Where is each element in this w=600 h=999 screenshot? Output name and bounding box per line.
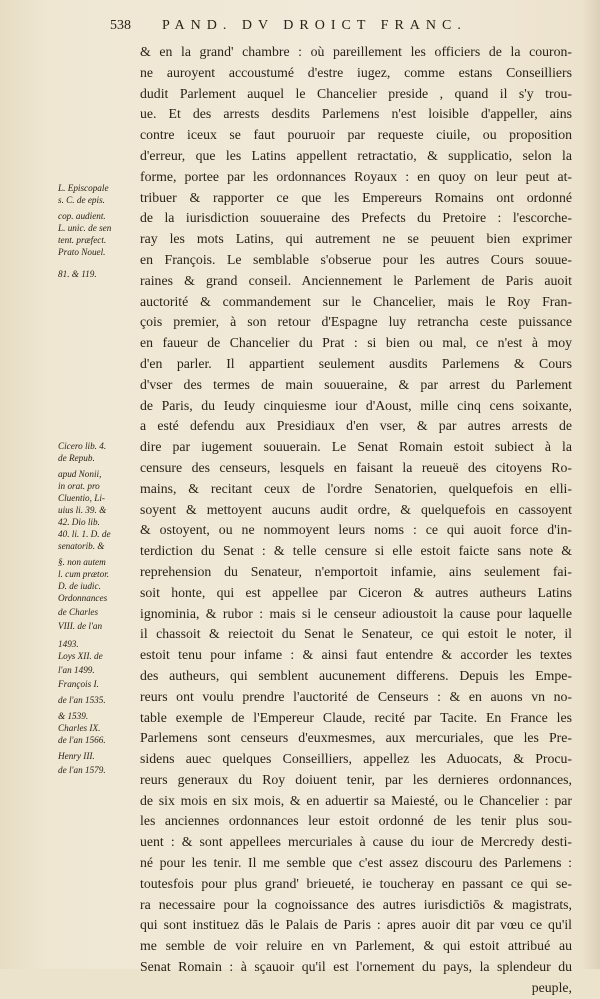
margin-note: in orat. pro (58, 481, 100, 491)
margin-note: tent. præfect. (58, 235, 107, 245)
text-line: & ostoyent, ou ne nommoyent leurs noms : ce qui auoit force d'in- (140, 522, 572, 538)
text-line: me semble de voir reluire en vn Parlement, & qui estoit attribué au (140, 938, 572, 954)
text-line: ra necessaire pour la cognoissance des autres iurisdictiōs & magistrats, (140, 896, 572, 912)
text-line: d'en parler. Il appartient seulement ausdits Parlemens & Cours (140, 355, 572, 371)
margin-note: Charles IX. (58, 723, 101, 733)
text-line: ue. Et des arrests desdits Parlemens n'est loisible d'appeller, ains (140, 106, 572, 122)
margin-note: VIII. de l'an (58, 621, 103, 631)
margin-note: senatorib. & (58, 541, 105, 551)
margin-note: l. cum prætor. (58, 569, 110, 579)
margin-note: L. Episcopale (58, 183, 109, 193)
text-line: Parlemens sont censeurs d'euxmesmes, aux mercuriales, que les Pre- (140, 730, 572, 746)
text-line: dudit Parlement auquel le Chancelier preside , quand il s'y trou- (140, 85, 572, 101)
text-line: ray les mots Latins, qui autrement ne se peuuent bien exprimer (140, 231, 572, 247)
text-line: de la iurisdiction souueraine des Prefects du Pretoire : l'escorche- (140, 210, 572, 226)
text-line: soyent & mettoyent aucuns audit ordre, & quelquefois en cassoyent (140, 501, 572, 517)
text-line: né pour les tenir. Il me semble que c'est assez discouru des Parlemens : (140, 855, 572, 871)
margin-note: François I. (58, 679, 99, 689)
text-line: estoit tenu pour infame : & ainsi faut entendre & accorder les textes (140, 647, 572, 663)
margin-note: apud Nonii, (58, 469, 102, 479)
text-line: dire par iugement souuerain. Le Senat Romain estoit subiect à la (140, 439, 572, 455)
running-title: PAND. DV DROICT FRANC. (162, 18, 467, 33)
text-line: de Paris, du Ieudy cinquiesme iour d'Aoust, mille cinq cens soixante, (140, 397, 572, 413)
margin-note: Cicero lib. 4. (58, 441, 107, 451)
text-line: censure des censeurs, lesquels en faisant la reueuë des citoyens Ro- (140, 459, 572, 475)
text-line: contre iceux se faut pouruoir par requeste ciuile, ou proposition (140, 127, 572, 143)
margin-note: de Charles (58, 607, 99, 617)
margin-note: Ordonnances (58, 593, 108, 603)
page-number: 538 (110, 18, 131, 33)
margin-note: & 1539. (58, 711, 89, 721)
text-line: auctorité & commandement sur le Chancelier, mais le Roy Fran- (140, 293, 572, 309)
text-line: qui sont instituez dās le Palais de Paris : apres auoir dit par vœu ce qu'il (140, 917, 572, 933)
text-line: de six mois en six mois, & en aduertir sa Maiesté, ou le Chancelier : par (140, 792, 572, 808)
text-line: peuple, (531, 979, 572, 995)
page-fold-shadow (582, 0, 600, 969)
margin-note: 81. & 119. (58, 269, 97, 279)
text-line: table exemple de l'Empereur Claude, recité par Tacite. En France les (140, 709, 572, 725)
text-line: mains, & recitant ceux de l'ordre Senatorien, quelquefois en elli- (140, 480, 572, 496)
margin-note: de Repub. (58, 453, 95, 463)
text-line: sidens auec quelques Conseilliers, appellez les Aduocats, & Procu- (140, 751, 572, 767)
margin-note: §. non autem (58, 557, 106, 567)
text-line: & en la grand' chambre : où pareillement les officiers de la couron- (140, 44, 572, 59)
text-line: d'vser des termes de main souueraine, & par arrest du Parlement (140, 376, 572, 392)
text-line: toutesfois pour plus grand' brieueté, ie toucheray en passant ce qui se- (140, 875, 572, 891)
margin-note: Henry III. (58, 751, 95, 761)
margin-note: de l'an 1535. (58, 695, 106, 705)
margin-note: Prato Nouel. (58, 247, 106, 257)
margin-note: l'an 1499. (58, 665, 95, 675)
text-line: ignominia, & rubor : mais si le censeur adioustoit la cause pour laquelle (140, 605, 572, 621)
body-text (140, 42, 572, 999)
text-line: reurs generaux du Roy doiuent tenir, par les dernieres ordonnances, (140, 771, 572, 787)
margin-note: cop. audient. (58, 211, 106, 221)
margin-note: 40. li. 1. D. de (58, 529, 111, 539)
margin-note: s. C. de epis. (58, 195, 105, 205)
text-line: en faueur de Chancelier du Prat : si bien ou mal, ce n'est à moy (140, 335, 572, 351)
text-line: uent : & sont appellees mercuriales à cause du iour de Mercredy desti- (140, 834, 572, 850)
margin-note: uius li. 39. & (58, 505, 107, 515)
margin-note: L. unic. de sen (58, 223, 112, 233)
margin-note: D. de iudic. (58, 581, 101, 591)
text-line: a esté defendu aux Presidiaux d'en vser, & par autres arrests de (140, 418, 572, 434)
text-line: tribuer & rapporter ce que les Empereurs Romains ont ordonné (140, 189, 572, 205)
text-line: soit honte, qui est appellee par Ciceron & autres autheurs Latins (140, 584, 572, 600)
text-line: il chassoit & reiectoit du Senat le Senateur, ce qui estoit le noter, il (140, 626, 572, 642)
margin-note: de l'an 1579. (58, 765, 106, 775)
margin-note: Loys XII. de (58, 651, 103, 661)
text-line: Senat Romain : à sçauoir qu'il est l'ornement du pays, la splendeur du (140, 959, 572, 975)
text-line: en François. Le semblable s'obserue pour les autres Cours souue- (140, 251, 572, 267)
text-line: des autheurs, qui semblent aucunement differens. Depuis les Empe- (140, 667, 572, 683)
margin-note: 42. Dio lib. (58, 517, 100, 527)
page-header (110, 18, 580, 40)
text-line: les anciennes ordonnances leur estoit ordonné de les tenir plus sou- (140, 813, 572, 829)
margin-note: 1493. (58, 639, 79, 649)
text-line: raines & grand conseil. Anciennement le Parlement de Paris auoit (140, 272, 572, 288)
text-line: çois premier, à son retour d'Espagne luy retrancha ceste puissance (140, 314, 572, 330)
margin-note: de l'an 1566. (58, 735, 106, 745)
text-line: reprehension du Senateur, n'emportoit infamie, ains seulement fai- (140, 563, 572, 579)
text-line: forme, portee par les ordonnances Royaux : en quoy on leur peut at- (140, 168, 572, 184)
text-line: terdiction du Senat : & telle censure si elle estoit faicte sans note & (140, 543, 572, 559)
margin-note: Cluentio, Li- (58, 493, 105, 503)
text-line: reurs ont voulu prendre l'auctorité de Censeurs : & en auons vn no- (140, 688, 572, 704)
text-line: d'erreur, que les Latins appellent retractatio, & supplicatio, selon la (140, 147, 572, 163)
text-line: ne auroyent accoustumé d'estre iugez, comme estans Conseilliers (140, 64, 572, 80)
